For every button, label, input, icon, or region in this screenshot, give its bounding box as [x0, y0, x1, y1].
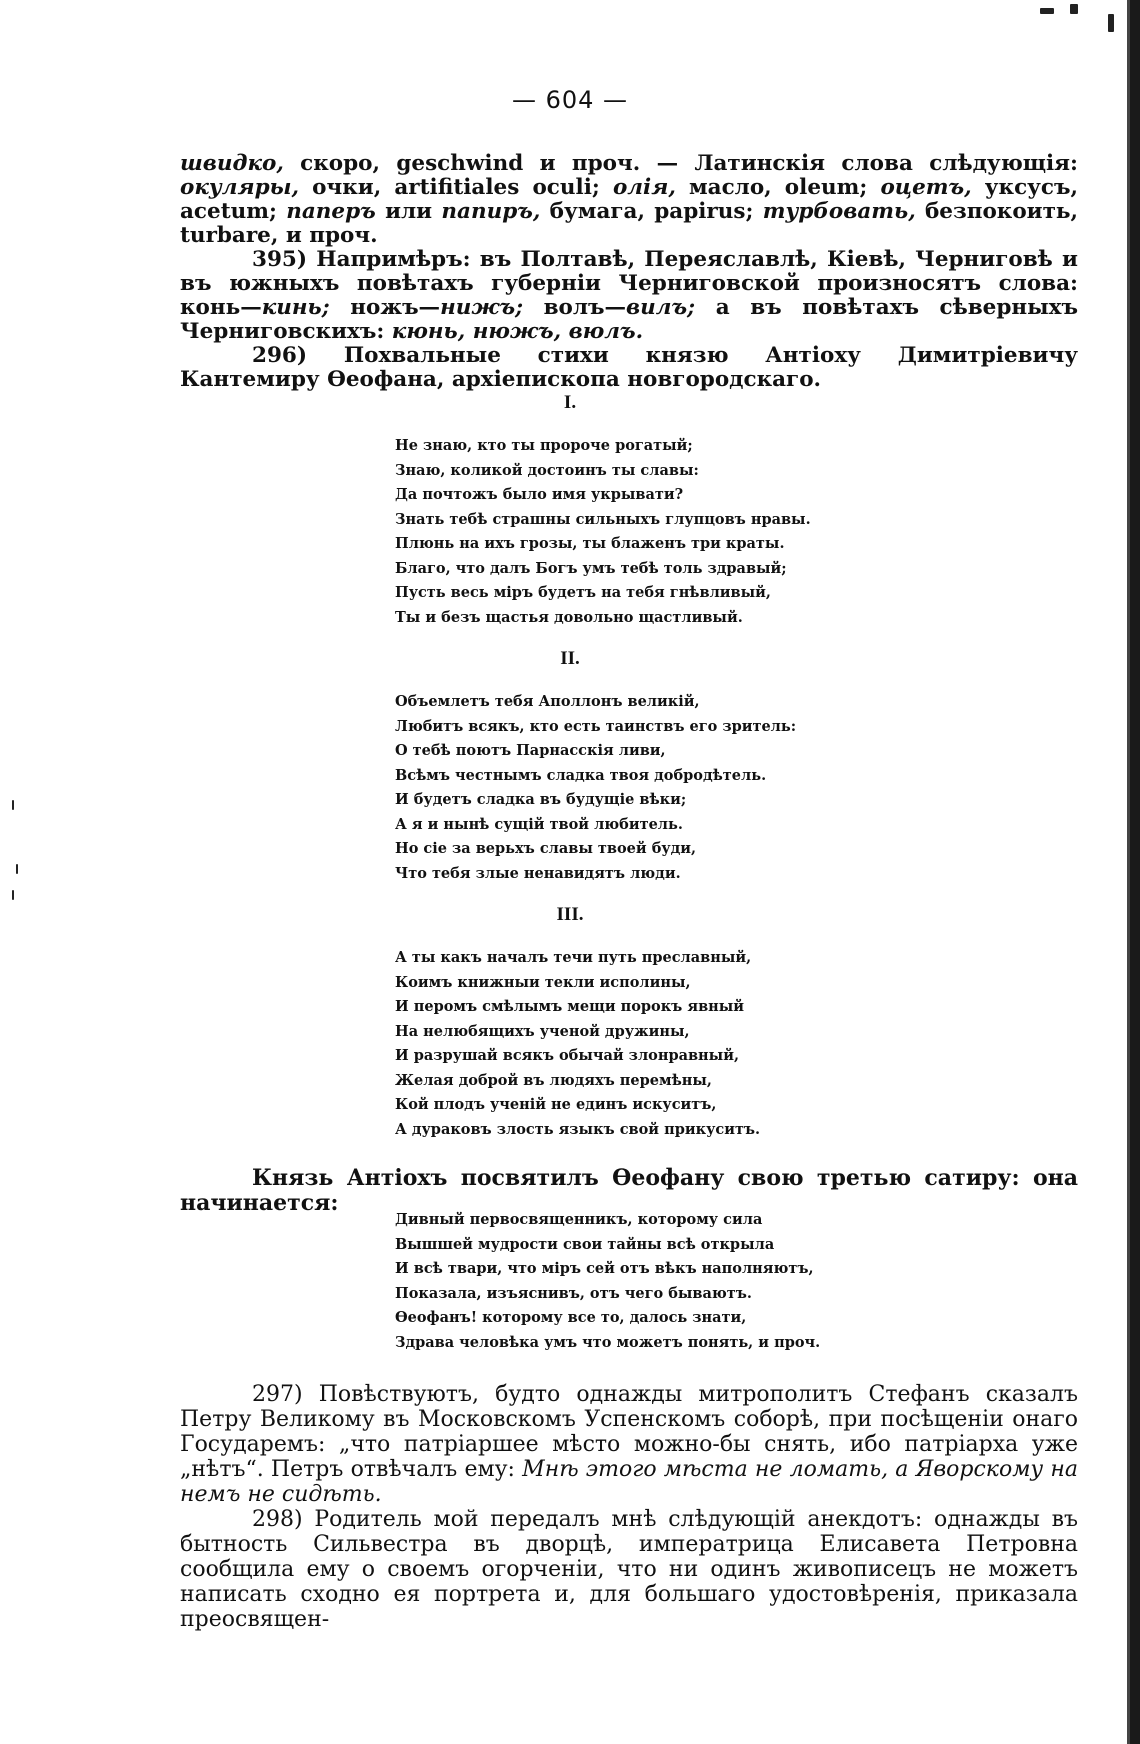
poem-line: Коимъ книжныи текли исполины, — [395, 973, 691, 991]
scan-speck — [16, 864, 18, 874]
poem-line: Желая доброй въ людяхъ перемѣны, — [395, 1071, 712, 1089]
poem-line: Показала, изъяснивъ, отъ чего бываютъ. — [395, 1284, 752, 1302]
poem-line: Знаю, коликой достоинъ ты славы: — [395, 461, 699, 479]
poem-line: И будетъ сладка въ будущіе вѣки; — [395, 791, 687, 808]
text-span: бумага, papirus; — [540, 199, 763, 224]
text-span: а въ повѣтахъ сѣверныхъ Черниговскихъ: — [180, 295, 1078, 344]
italic-word: кюнь, нюжъ, вюлъ. — [391, 319, 644, 344]
paragraph-block-bottom — [180, 1382, 1078, 1632]
poem-line: Но сіе за верьхъ славы твоей буди, — [395, 840, 697, 857]
text-span: или — [375, 199, 442, 224]
scan-speck — [12, 800, 14, 810]
poem-line: Плюнь на ихъ грозы, ты блаженъ три краты. — [395, 535, 785, 552]
text-span: безпокоить, turbare, и проч. — [180, 199, 1078, 248]
scan-speck — [1070, 4, 1078, 14]
paragraph-296: 296) Похвальные стихи князю Антіоху Димитріевичу Кантемиру Ѳеофана, архіепископа новгородскаго. — [180, 343, 1078, 392]
poem-line: А дураковъ злость языкъ свой прикуситъ. — [395, 1120, 761, 1138]
poem-line: Вышшей мудрости свои тайны всѣ открыла — [395, 1235, 775, 1253]
paragraph-395 — [180, 248, 1078, 344]
italic-word: оцетъ, — [880, 175, 972, 200]
poem-line: И перомъ смѣлымъ мещи порокъ явный — [395, 998, 745, 1015]
poem-line: Здрава человѣка умъ что можетъ понять, и проч. — [395, 1333, 821, 1351]
poem-line: Дивный первосвященникъ, которому сила — [395, 1211, 763, 1228]
poem-line: Пусть весь міръ будетъ на тебя гнѣвливый, — [395, 584, 771, 601]
stanza-numeral: II. — [560, 648, 580, 669]
poem-line: А я и нынѣ сущій твой любитель. — [395, 815, 683, 833]
italic-word: олія, — [612, 175, 676, 200]
poem-stanza-1 — [395, 434, 915, 630]
poem-line: Что тебя злые ненавидятъ люди. — [395, 864, 681, 882]
stanza-numeral: I. — [563, 392, 577, 413]
poem-line: И всѣ твари, что міръ сей отъ вѣкъ наполняютъ, — [395, 1260, 814, 1277]
italic-word: паперъ — [286, 199, 376, 224]
poem-line: И разрушай всякъ обычай злонравный, — [395, 1047, 740, 1064]
scan-speck — [12, 890, 14, 900]
italic-word: кинь; — [261, 295, 330, 320]
scan-border — [1130, 0, 1140, 1744]
italic-word: папиръ, — [441, 199, 541, 224]
italic-word: окуляры, — [180, 175, 299, 200]
poem-line: Ты и безъ щастья довольно щастливый. — [395, 608, 743, 626]
poem-line: Объемлетъ тебя Аполлонъ великій, — [395, 693, 700, 710]
poem-stanza-3 — [395, 946, 915, 1142]
poem-line: Любитъ всякъ, кто есть таинствъ его зритель: — [395, 717, 797, 735]
poem-line: Благо, что далъ Богъ умъ тебѣ толь здравый; — [395, 559, 787, 577]
page-number: — 604 — — [511, 86, 629, 114]
poem-line: Ѳеофанъ! которому все то, далось знати, — [395, 1309, 747, 1326]
text-span: ножъ— — [329, 295, 441, 320]
text-span: 297) Повѣствуютъ, будто однажды митрополитъ Стефанъ сказалъ Петру Великому въ Московскомъ Успенскомъ соборѣ, при посѣщеніи онаго Государемъ: „что патріаршее мѣсто можно-бы снять, ибо патріарха уже „нѣтъ“. Петръ отвѣчалъ ему: — [180, 1382, 1078, 1482]
paragraph-satire-text: Князь Антіохъ посвятилъ Ѳеофану свою третью сатиру: она начинается: — [180, 1165, 1078, 1216]
poem-line: Знать тебѣ страшны сильныхъ глупцовъ нравы. — [395, 510, 811, 528]
italic-word: вилъ; — [626, 295, 696, 320]
paragraph-latin-words — [180, 152, 1078, 248]
poem-line: Всѣмъ честнымъ сладка твоя добродѣтель. — [395, 766, 767, 784]
text-span: масло, oleum; — [675, 175, 881, 200]
poem-line: Не знаю, кто ты пророче рогатый; — [395, 437, 693, 454]
text-span: уксусъ, acetum; — [180, 175, 1078, 224]
italic-word: швидко, — [180, 151, 284, 176]
stanza-numeral: III. — [556, 904, 584, 925]
scan-speck — [1108, 14, 1114, 32]
satire-quote — [395, 1208, 915, 1355]
poem-stanza-2 — [395, 690, 915, 886]
poem-line: На нелюбящихъ ученой дружины, — [395, 1022, 690, 1040]
italic-word: нижъ; — [440, 295, 524, 320]
poem-line: О тебѣ поютъ Парнасскія ливи, — [395, 742, 666, 759]
poem-line: А ты какъ началъ течи путь преславный, — [395, 949, 752, 966]
poem-line: Кой плодъ ученій не единъ искуситъ, — [395, 1096, 717, 1113]
paragraph-continuation — [180, 152, 1078, 392]
paragraph-297 — [180, 1382, 1078, 1507]
text-span: волъ— — [523, 295, 627, 320]
scan-speck — [1040, 8, 1054, 14]
italic-quote: Мнѣ этого мѣста не ломать, а Яворскому на немъ не сидѣть. — [180, 1457, 1078, 1507]
paragraph-298: 298) Родитель мой передалъ мнѣ слѣдующій анекдотъ: однажды въ бытность Сильвестра въ дворцѣ, императрица Елисавета Петровна сообщила ему о своемъ огорченіи, что ни одинъ живописецъ не можетъ написать сходно ея портрета и, для большаго удостовѣренія, приказала преосвящен- — [180, 1507, 1078, 1632]
poem-line: Да почтожъ было имя укрывати? — [395, 486, 684, 503]
text-span: очки, artifitiales oculi; — [299, 175, 613, 200]
italic-word: турбовать, — [762, 199, 916, 224]
text-span: скоро, geschwind и проч. — Латинскія слова слѣдующія: — [283, 151, 1078, 176]
text-span: 395) Напримѣръ: въ Полтавѣ, Переяславлѣ, Кіевѣ, Черниговѣ и въ южныхъ повѣтахъ губерніи Черниговской произносятъ слова: конь— — [180, 247, 1078, 320]
